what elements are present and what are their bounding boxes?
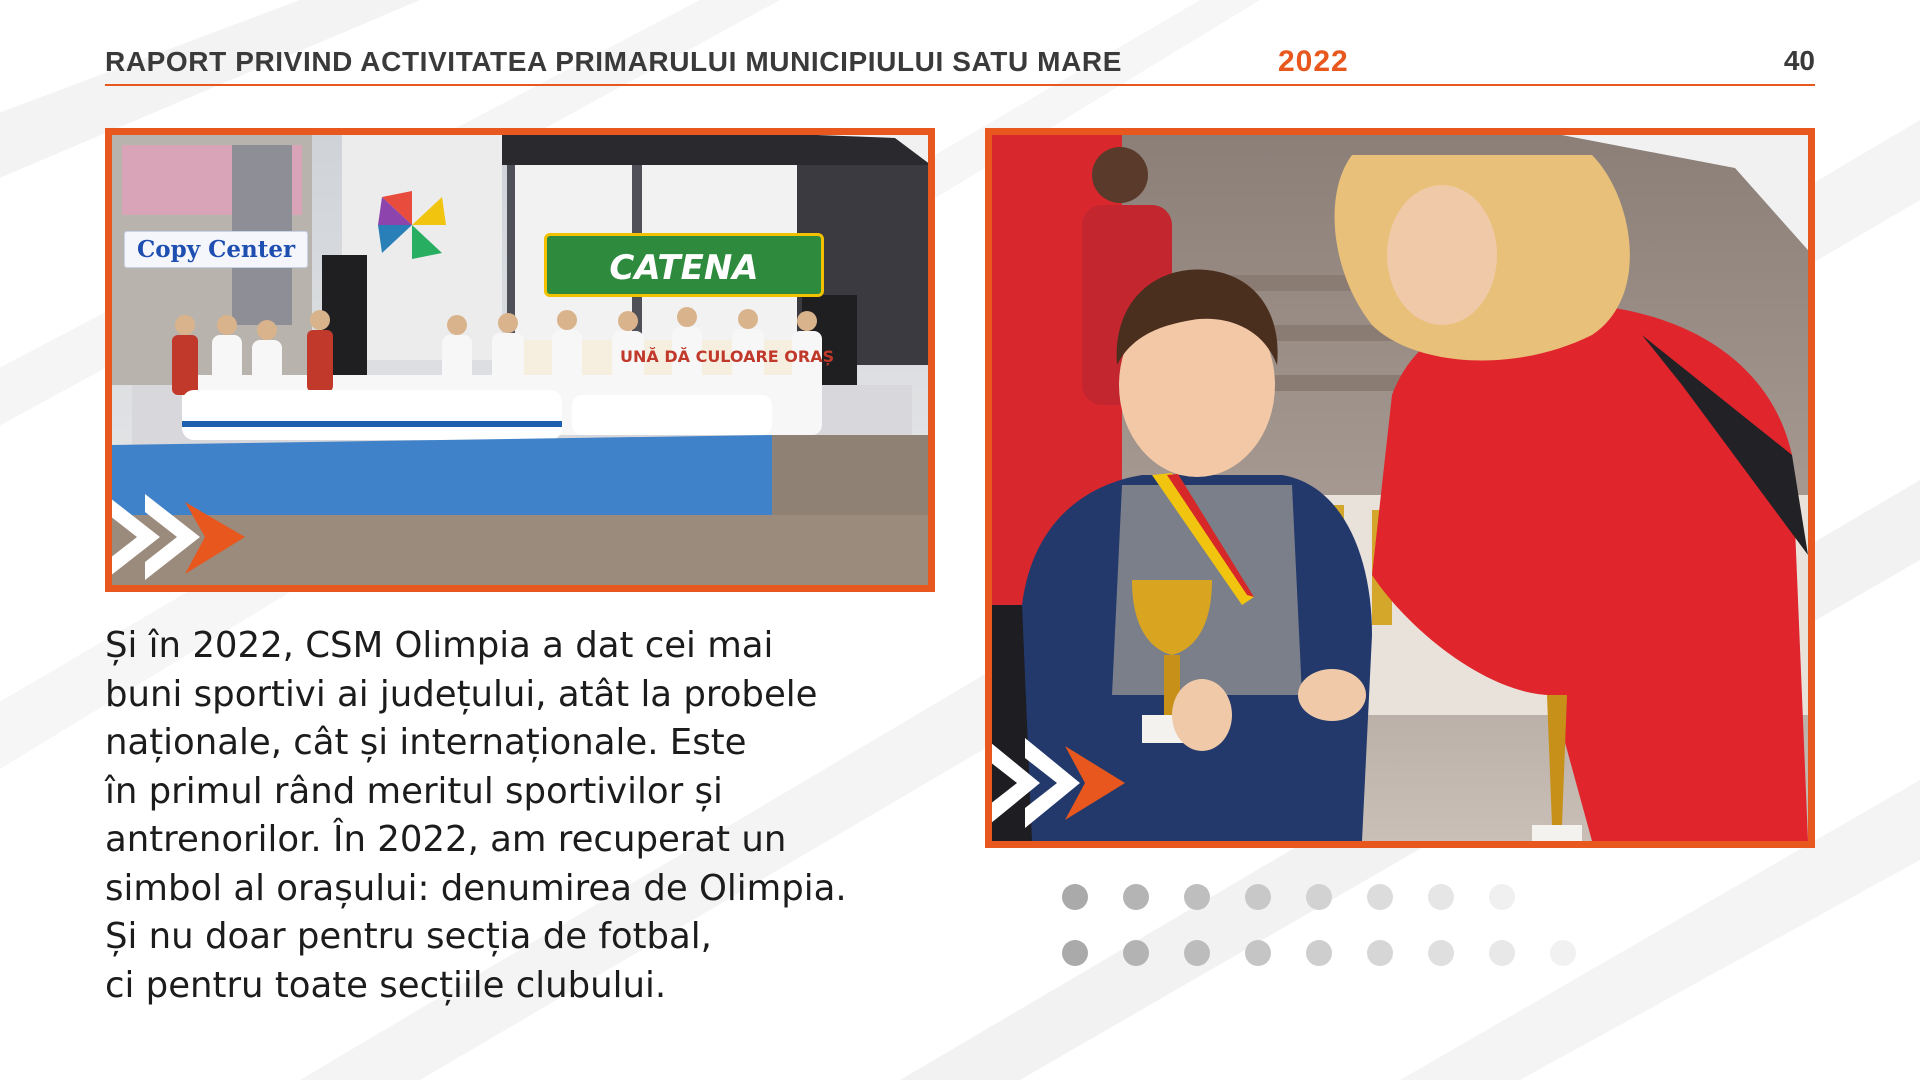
body-line: naționale, cât și internaționale. Este <box>105 722 747 763</box>
decorative-dot <box>1306 940 1332 966</box>
decorative-dot <box>1550 940 1576 966</box>
group-photo <box>105 128 935 592</box>
decorative-dot <box>1489 884 1515 910</box>
catena-banner: CATENA <box>544 233 824 297</box>
decorative-dot <box>1367 884 1393 910</box>
decorative-dot <box>1184 884 1210 910</box>
page-number: 40 <box>1783 45 1815 76</box>
decorative-dot <box>1428 940 1454 966</box>
decorative-dot <box>1367 940 1393 966</box>
decorative-corner <box>1525 128 1815 258</box>
decorative-dot <box>1184 940 1210 966</box>
decorative-dot <box>1245 884 1271 910</box>
decorative-dot <box>1123 940 1149 966</box>
body-line: Și nu doar pentru secția de fotbal, <box>105 916 712 957</box>
medal-ceremony-photo <box>985 128 1815 848</box>
chevron-arrows-icon <box>105 482 255 592</box>
decorative-dot <box>1428 884 1454 910</box>
decorative-dot <box>1306 884 1332 910</box>
slogan-banner: UNĂ DĂ CULOARE ORAȘ <box>620 347 835 366</box>
copy-center-sign: Copy Center <box>124 231 308 268</box>
body-line: buni sportivi ai județului, atât la probele <box>105 673 818 715</box>
body-paragraph <box>105 622 965 1010</box>
body-line: Și în 2022, CSM Olimpia a dat cei mai <box>105 625 774 666</box>
decorative-dot <box>1123 884 1149 910</box>
report-year: 2022 <box>1278 45 1349 78</box>
decorative-dot <box>1245 940 1271 966</box>
page-header <box>105 42 1815 86</box>
decorative-dot <box>1062 940 1088 966</box>
chevron-arrows-icon <box>985 718 1135 848</box>
body-line: antrenorilor. În 2022, am recuperat un <box>105 819 787 860</box>
report-title: RAPORT PRIVIND ACTIVITATEA PRIMARULUI MUNICIPIULUI SATU MARE <box>105 46 1123 77</box>
decorative-dot <box>1062 884 1088 910</box>
decorative-corner <box>635 128 935 168</box>
body-line: simbol al orașului: denumirea de Olimpia. <box>105 867 847 909</box>
decorative-dot <box>1489 940 1515 966</box>
body-line: ci pentru toate secțiile clubului. <box>105 964 667 1006</box>
body-line: în primul rând meritul sportivilor și <box>105 770 723 812</box>
